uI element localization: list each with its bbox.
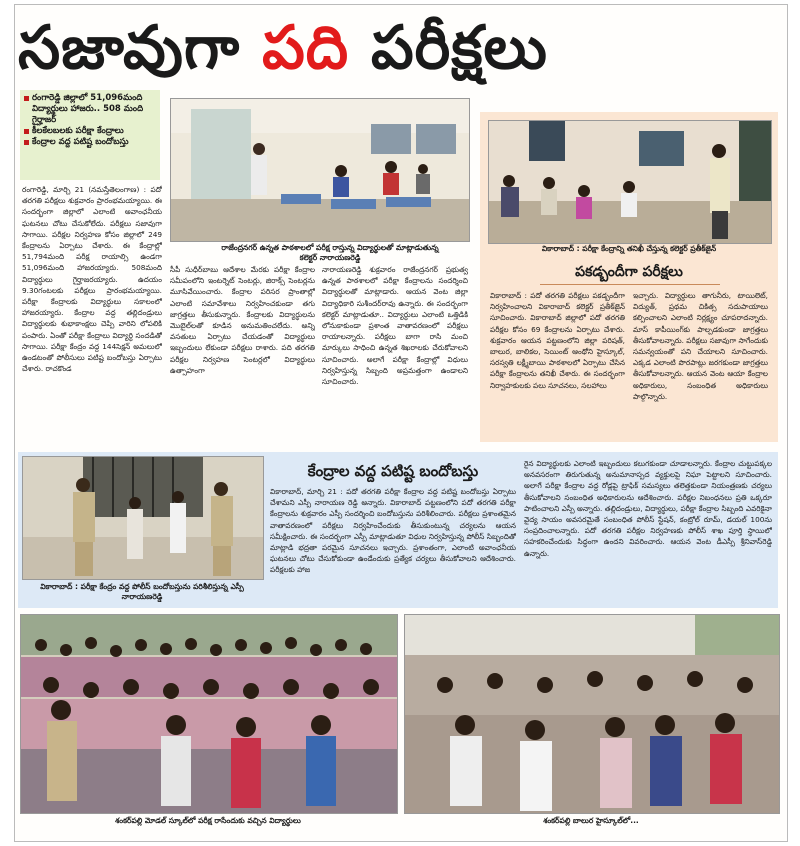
photo5-caption: శంకర్‌పల్లి బాలుర హైస్కూల్‌లో... <box>543 816 639 825</box>
highlights-box <box>20 90 160 180</box>
highlight-item: కేంద్రాల వద్ద పటిష్ట బందోబస్తు <box>24 137 156 148</box>
headline-part-1: సజావుగా <box>18 13 263 83</box>
students-crowd-photo <box>20 614 398 814</box>
photo1-caption: రాజేంద్రనగర్ ఉన్నత పాఠశాలలో పరీక్ష రాస్తున్న విద్యార్థులతో మాట్లాడుతున్న కలెక్టర్ నారాయణరెడ్డి <box>221 243 439 262</box>
section2-title: కేంద్రాల వద్ద పటిష్ట బందోబస్తు <box>307 462 479 480</box>
highlight-item: కీలకేలబలకు పరీక్షా కేంద్రాలు <box>24 126 156 137</box>
bullet-icon <box>24 129 29 134</box>
headline-highlight: పది <box>262 13 350 83</box>
section2-column-1: వికారాబాద్, మార్చి 21 : పదో తరగతి పరీక్షా కేంద్రాల వద్ద పటిష్ట బందోబస్తు ఏర్పాటు చేశామని ఎస్పీ నారాయణ రెడ్డి అన్నారు. వికారాబాద్ పట్టణంలోని పదో తరగతి పరీక్షా కేంద్రాలను శుక్రవారం ఎస్పీ సందర్శించి బందోబస్తును పరిశీలించారు. పరీక్షలు ప్రశాంతమైన వాతావరణంలో పరీక్షలు నిర్వహించేందుకు తీసుకుంటున్న చర్యలను ఆయన సమీక్షించారు. ఈ సందర్భంగా ఎస్పీ మాట్లాడుతూ విధుల నిర్వహిస్తున్న పోలీస్ సిబ్బందితో మాట్లాడి భద్రతా పరమైన సూచనలు ఇచ్చారు. ప్రశాంతంగా, ఎలాంటి అవాంఛనీయ ఘటనలు చోటు చేసుకోకుండా ఉండేందుకు ప్రత్యేక చర్యలు తీసుకోవాలని ఆదేశించారు. పరీక్షలకు హాజ <box>270 487 516 575</box>
bullet-icon <box>24 96 29 101</box>
headline <box>18 8 778 88</box>
panel-title: పకడ్బందీగా పరీక్షలు <box>575 264 683 280</box>
photo4-caption: శంకర్‌పల్లి మోడల్ స్కూల్‌లో పరీక్ష రాసేందుకు వచ్చిన విద్యార్థులు <box>115 816 301 825</box>
article-column-3: నారాయణరెడ్డి శుక్రవారం రాజేంద్రనగర్ ప్రభుత్వ ఉన్నత పాఠశాలలో పరీక్షా కేంద్రాలను సందర్శించి విద్యార్థులతో మాట్లాడారు. ఆయన వెంట జిల్లా విద్యాధికారి సుశీందర్‌రావు ఉన్నారు. ఈ సందర్భంగా కలెక్టర్ మాట్లాడుతూ.. విద్యార్థులు ఎలాంటి ఒత్తిడికి లోనుకాకుండా ప్రశాంత వాతావరణంలో పరీక్షలు రాయాలన్నారు. పరీక్షలు బాగా రాసి మంచి మార్కులు సాధించి ఉన్నత శిఖరాలకు చేరుకోవాలని సూచించారు. అలాగే పరీక్షా కేంద్రాల్లో విధులు నిర్వహిస్తున్న సిబ్బంది అప్రమత్తంగా ఉండాలని సూచించారు. <box>322 265 468 387</box>
section2-column-2: రైన విద్యార్థులకు ఎలాంటి ఇబ్బందులు కలుగకుండా చూడాలన్నారు. కేంద్రాల చుట్టుపక్కల అనవసరంగా తిరుగుతున్న అనుమానాస్పద వ్యక్తులపై నిఘా పెట్టాలని సూచించారు. అలాగే పరీక్షా కేంద్రాల వద్ద రోడ్లపై ట్రాఫిక్ సమస్యలు తలెత్తకుండా నియంత్రణకు చర్యలు తీసుకోవాలని సంబంధిత అధికారులను ఆదేశించారు. పరీక్షల నిబంధనలు ప్రతి ఒక్కరూ పాటించాలని ఎస్పీ అన్నారు. తల్లిదండ్రులు, విద్యార్థులు, పరీక్షా కేంద్రాల సిబ్బంది ఎవరికైనా వైద్య సాయం అవసరమైతే సంబంధిత పోలీస్ స్టేషన్, కంట్రోల్ రూమ్, డయల్ 100ను సంప్రదించాలన్నారు. పదో తరగతి పరీక్షల నిర్వహణకు పోలీస్ శాఖ పూర్తి స్థాయిలో సహకరించేందుకు సిద్ధంగా ఉందని వివరించారు. ఆయన వెంట డీఎస్పీ శ్రీనివాస్‌రెడ్డి ఉన్నారు. <box>524 459 772 558</box>
photo3-caption: వికారాబాద్ : పరీక్షా కేంద్రం వద్ద పోలీస్ బందోబస్తును పరిశీలిస్తున్న ఎస్పీ నారాయణరెడ్డి <box>40 582 244 601</box>
bullet-icon <box>24 140 29 145</box>
photo2-caption: వికారాబాద్ : పరీక్షా కేంద్రాన్ని తనిఖీ చేస్తున్న కలెక్టర్ ప్రతీక్‌జైన్ <box>541 244 717 253</box>
panel-column-1: వికారాబాద్ : పదో తరగతి పరీక్షలు పకడ్బందీగా నిర్వహించాలని వికారాబాద్ కలెక్టర్ ప్రతీక్‌జైన్ సూచించారు. వికారాబాద్ జిల్లాలో పదో తరగతి పరీక్షల కోసం 69 కేంద్రాలను ఏర్పాటు చేశారు. శుక్రవారం ఆయన పట్టణంలోని జిల్లా పరిషత్, బాలుర, బాలికల, సెయింట్ ఆంథోని హైస్కూల్, సరస్వతి లక్ష్మీబాయి పాఠశాలలో ఏర్పాటు చేసిన పరీక్షా కేంద్రాలను తనిఖీ చేశారు. ఈ సందర్భంగా నిర్వాహకులకు పలు సూచనలు, సలహాలు <box>490 291 625 390</box>
panel-column-2: ఇచ్చారు. విద్యార్థులు తాగునీరు, టాయిలెట్, విద్యుత్, ప్రథమ చికిత్స సదుపాయాలు కల్పించాలని ఎలాంటి నిర్లక్ష్యం చూపరాదన్నారు. మాస్ కాపీయింగ్‌కు పాల్పడకుండా జాగ్రత్తలు తీసుకోవాలన్నారు. పరీక్షలు సజావుగా సాగేందుకు సమన్వయంతో పని చేయాలని సూచించారు. ఎక్కడ ఎలాంటి పొరపాట్లు జరగకుండా జాగ్రత్తలు తీసుకోవాలన్నారు. ఆయన వెంట ఆయా కేంద్రాల అధికారులు, సంబంధిత అధికారులు పాల్గొన్నారు. <box>633 291 768 401</box>
article-column-1: రంగారెడ్డి, మార్చి 21 (నమస్తేతెలంగాణ) : పదో తరగతి పరీక్షలు శుక్రవారం ప్రారంభమయ్యాయి. ఈ సందర్భంగా జిల్లాలో ఎలాంటి అవాంఛనీయ ఘటనలు చోటు చేసుకోలేదు. పరీక్షలు సజావుగా సాగాయి. పరీక్షల నిర్వహణ కోసం జిల్లాలో 249 కేంద్రాలను ఏర్పాటు చేశారు. ఈ కేంద్రాల్లో 51,794మంది పరీక్ష రాయాల్సి ఉండగా 51,096మంది హాజరయ్యారు. 508మంది విద్యార్థులు గైర్హాజరయ్యారు. ఉదయం 9.30గంటలకు పరీక్షలు ప్రారంభమయ్యాయి. పరీక్షా కేంద్రాలకు విద్యార్థులు సకాలంలో హాజరయ్యారు. కేంద్రాల వద్ద తల్లిదండ్రులు విద్యార్థులకు శుభాకాంక్షలు చెప్పి వారిని లోపలికి పంపారు. ఏంతో పరీక్షా కేంద్రాలు విద్యార్థి సందడితో సాగాయి. పరీక్షా కేంద్రం వద్ద 144సెక్షన్ అమలులో ఉండటంతో పోలీసులు పటిష్ట బందోబస్తు ఏర్పాటు చేశారు. రాచకొండ <box>22 185 162 374</box>
article-column-2: సీపీ సుధీర్‌బాబు ఆదేశాల మేరకు పరీక్షా కేంద్రాల సమీపంలోని ఇంటర్నెట్ సెంటర్లు, జిరాక్స్ సెంటర్లను మూసివేయించారు. కేంద్రాల పరిసర ప్రాంతాల్లో ఎలాంటి సమావేశాలు నిర్వహించకుండా తగు జాగ్రత్తలు తీసుకున్నారు. కేంద్రాలకు విద్యార్థులను మొబైల్‌లతో కూడిన అనుమతించలేదు. అన్ని వసతులు ఏర్పాటు చేయడంతో విద్యార్థులు ఇబ్బందులు లేకుండా పరీక్షలు రాశారు. పది తరగతి పరీక్షల నిర్వహణ సెంటర్లలో విద్యార్థులు ఉత్సాహంగా <box>170 265 315 375</box>
inspection-photo <box>488 120 772 244</box>
headline-part-3: పరీక్షలు <box>349 13 548 83</box>
school-crowd-photo <box>404 614 780 814</box>
classroom-photo <box>170 98 470 242</box>
police-photo <box>22 456 264 580</box>
panel-divider <box>540 284 720 285</box>
highlight-item: రంగారెడ్డి జిల్లాలో 51,096మంది విద్యార్థులు హాజరు.. 508 మంది గైర్హాజర్ <box>24 93 156 126</box>
